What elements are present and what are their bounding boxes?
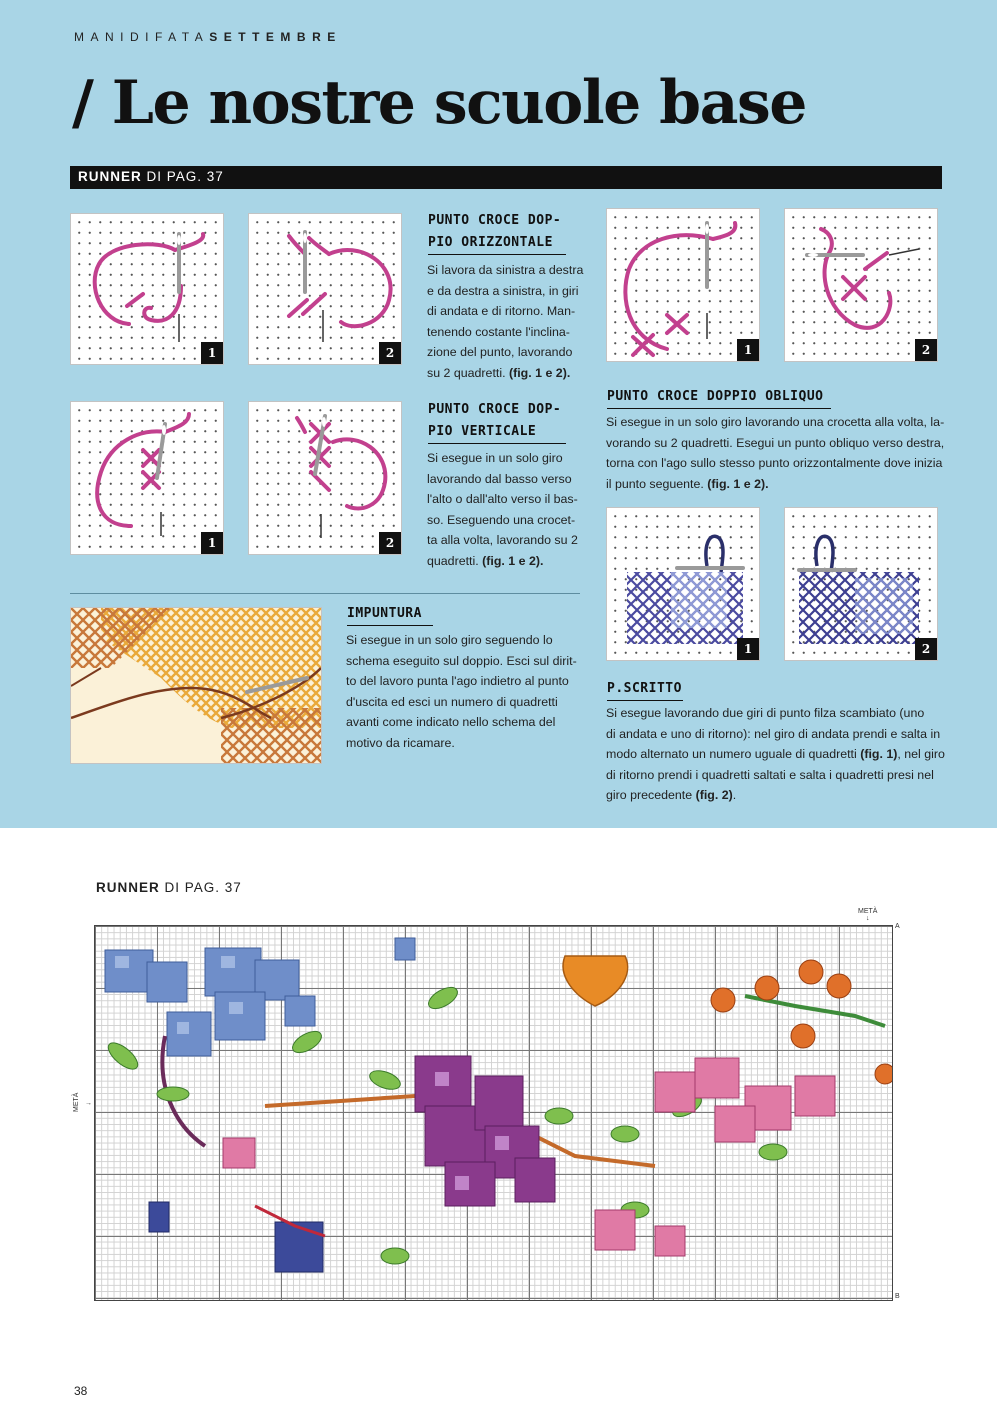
meta-top-label: METÀ bbox=[858, 908, 878, 915]
section-divider bbox=[70, 593, 580, 594]
corner-b-label: B bbox=[895, 1293, 900, 1300]
meta-side-label: METÀ bbox=[73, 1092, 80, 1112]
figure-number-badge: 1 bbox=[201, 342, 223, 364]
figure-number-badge: 2 bbox=[379, 532, 401, 554]
heading-obliquo: PUNTO CROCE DOPPIO OBLIQUO bbox=[607, 386, 831, 409]
figure-verticale-1 bbox=[70, 401, 224, 555]
heading-verticale: PUNTO CROCE DOP- PIO VERTICALE bbox=[428, 399, 566, 444]
figure-lattice-1 bbox=[606, 507, 760, 661]
section-bar: RUNNER DI PAG. 37 bbox=[70, 166, 942, 189]
body-obliquo: Si esegue in un solo giro lavorando una crocetta alla volta, la- vorando su 2 quadretti. Esegui un punto obliquo verso destra, torna con l'ago sullo stesso punto orizzontalmente dove inizia il punto seguente. (fig. 1 e 2). bbox=[606, 415, 945, 491]
navy-flower bbox=[149, 1202, 323, 1272]
heading-orizzontale: PUNTO CROCE DOP- PIO ORIZZONTALE bbox=[428, 210, 566, 255]
figure-obliquo-1 bbox=[606, 208, 760, 362]
figure-number-badge: 2 bbox=[915, 638, 937, 660]
heading-scritto: P.SCRITTO bbox=[607, 678, 683, 701]
figure-orizzontale-1 bbox=[70, 213, 224, 365]
page-title: / Le nostre scuole base bbox=[72, 68, 806, 138]
chart-caption: RUNNER DI PAG. 37 bbox=[96, 880, 242, 895]
page-number: 38 bbox=[74, 1384, 88, 1398]
figure-orizzontale-2 bbox=[248, 213, 402, 365]
heading-impuntura: IMPUNTURA bbox=[347, 603, 433, 626]
blue-flowers bbox=[105, 938, 415, 1056]
meta-top-arrow: ↓ bbox=[866, 915, 870, 922]
figure-number-badge: 1 bbox=[737, 638, 759, 660]
figure-lattice-2 bbox=[784, 507, 938, 661]
figure-obliquo-2 bbox=[784, 208, 938, 362]
figure-impuntura bbox=[70, 607, 322, 764]
figure-number-badge: 2 bbox=[915, 339, 937, 361]
magazine-kicker: MANIDIFATASETTEMBRE bbox=[74, 30, 342, 44]
figure-number-badge: 2 bbox=[379, 342, 401, 364]
body-scritto: Si esegue lavorando due giri di punto filza scambiato (uno di andata e uno di ritorno): nel giro di andata prendi e salta in modo alternato un numero uguale di quadretti (fig. 1), nel giro di ritorno prendi i quadretti saltati e salta i quadretti presi nel giro precedente (fig. 2). bbox=[606, 706, 945, 802]
body-verticale: Si esegue in un solo giro lavorando dal basso verso l'alto o dall'alto verso il bas- so. Eseguendo una crocet- ta alla volta, lavorando su 2 quadretti. (fig. 1 e 2). bbox=[427, 451, 578, 568]
stitch-diagram bbox=[71, 608, 322, 764]
cross-stitch-chart bbox=[94, 925, 893, 1301]
figure-verticale-2 bbox=[248, 401, 402, 555]
corner-a-label: A bbox=[895, 923, 900, 930]
motif-artwork bbox=[95, 926, 893, 1301]
body-impuntura: Si esegue in un solo giro seguendo lo schema eseguito sul doppio. Esci sul dirit- to del lavoro punta l'ago indietro al punto d'uscita ed esci un numero di quadretti avanti come indicato nello schema del motivo da ricamare. bbox=[346, 633, 577, 750]
figure-number-badge: 1 bbox=[201, 532, 223, 554]
body-orizzontale: Si lavora da sinistra a destra e da destra a sinistra, in giri di andata e di ritorno. Man- tenendo costante l'inclina- zione del punto, lavorando su 2 quadretti. (fig. 1 e 2). bbox=[427, 263, 584, 380]
meta-side-arrow: → bbox=[85, 1100, 92, 1107]
figure-number-badge: 1 bbox=[737, 339, 759, 361]
